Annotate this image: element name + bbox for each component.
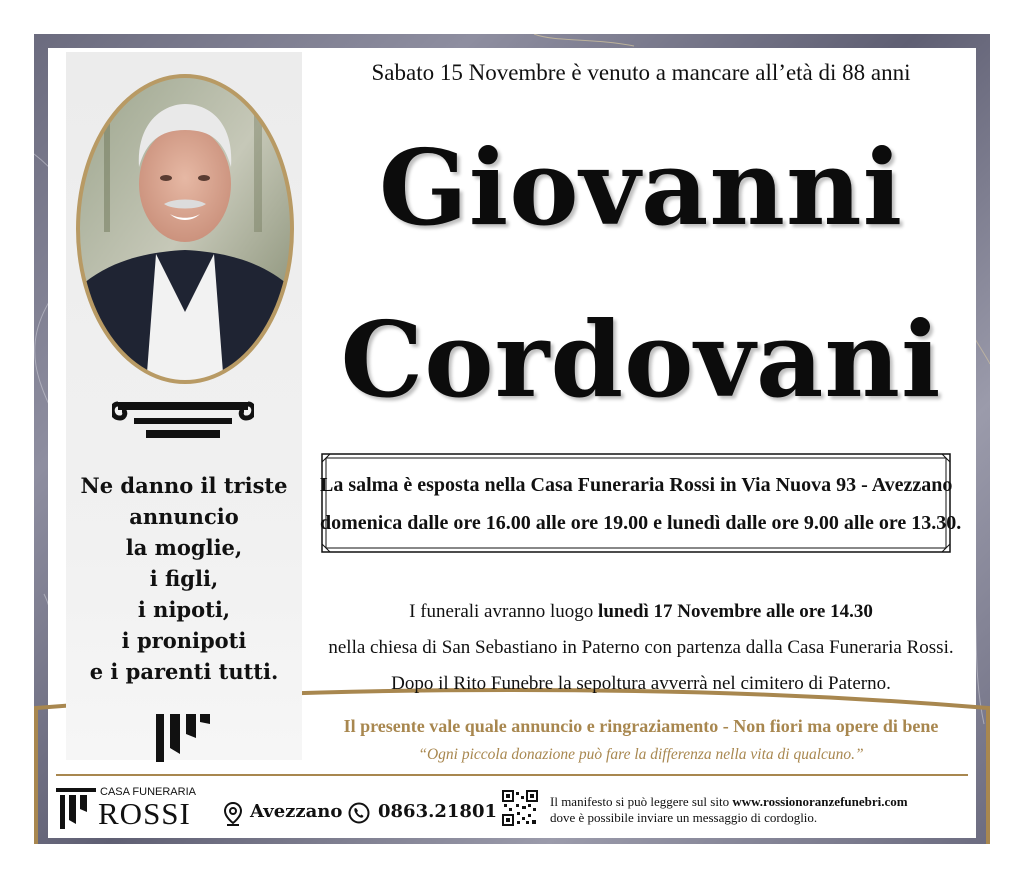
wake-location: La salma è esposta nella Casa Funeraria Rossi in Via Nuova 93 - Avezzano [320,474,953,496]
map-pin-icon [224,802,242,826]
funeral-burial: Dopo il Rito Funebre la sepoltura avverrà nel cimitero di Paterno. [391,673,891,694]
announcement-line: i nipoti, [137,597,231,622]
website-note [550,794,908,826]
funeral-church: nella chiesa di San Sebastiano in Paterno con partenza dalla Casa Funeraria Rossi. [328,637,954,658]
phone-icon [348,802,370,824]
website-line [550,794,908,810]
funeral-date-time: lunedì 17 Novembre alle ore 14.30 [598,601,873,622]
portrait-photo [74,72,296,386]
condolence-note: dove è possibile inviare un messaggio di cordoglio. [550,810,818,825]
website-url[interactable]: www.rossionoranzefunebri.com [732,794,908,809]
announcement-line: i pronipoti [121,628,247,653]
funeral-date-line [318,594,964,630]
death-date-line: Sabato 15 Novembre è venuto a mancare all’età di 88 anni [371,60,911,85]
funeral-info [318,594,964,702]
deceased-last-name: Cordovani [340,298,942,421]
brand-tagline: CASA FUNERARIA [100,786,196,798]
footer-divider [56,774,968,776]
column-capital-icon [112,398,254,442]
announcement-line: i figli, [149,566,219,591]
website-prefix: Il manifesto si può leggere sul sito [550,794,733,809]
announcement-line: la moglie, [125,535,243,560]
wake-hours: domenica dalle ore 16.00 alle ore 19.00 e lunedì dalle ore 9.00 alle ore 13.30. [320,512,962,534]
thanks-note: Il presente vale quale annuncio e ringraziamento - Non fiori ma opere di bene [343,716,939,736]
brand-name: ROSSI [98,796,191,831]
city-name: Avezzano [250,801,343,822]
qr-code-icon [502,790,538,826]
family-announcement [66,470,302,687]
funeral-date-prefix: I funerali avranno luogo [409,601,599,622]
deceased-first-name: Giovanni [378,126,904,249]
announcement-line: annuncio [129,504,239,529]
phone-number: 0863.21801 [378,801,497,822]
donation-quote: “Ogni piccola donazione può fare la differenza nella vita di qualcuno.” [418,746,864,763]
rossi-logo-mark-icon [152,708,212,762]
announcement-line: e i parenti tutti. [89,659,279,684]
announcement-line: Ne danno il triste [80,473,288,498]
wake-info [320,466,962,542]
